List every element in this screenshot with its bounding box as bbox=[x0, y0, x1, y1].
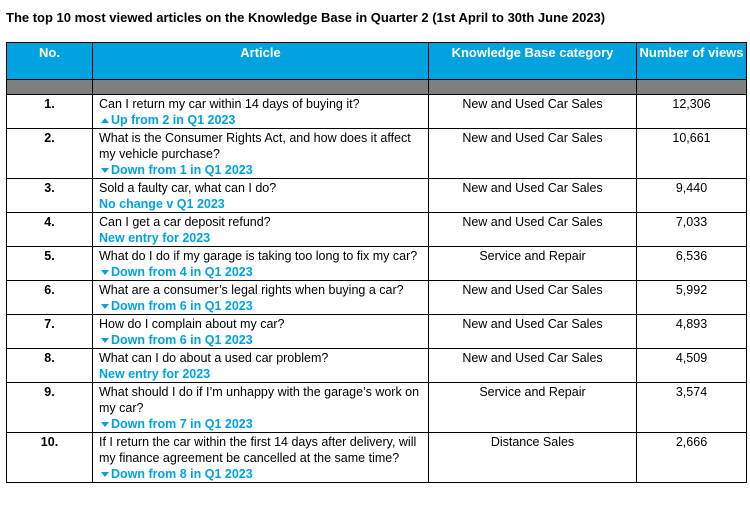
views-cell: 5,992 bbox=[637, 281, 747, 315]
category-cell: New and Used Car Sales bbox=[429, 349, 637, 383]
article-title: How do I complain about my car? bbox=[99, 317, 285, 331]
rank-change bbox=[99, 298, 424, 314]
article-title: What do I do if my garage is taking too long to fix my car? bbox=[99, 249, 418, 263]
rank-change-text: Down from 6 in Q1 2023 bbox=[111, 333, 253, 347]
table-row bbox=[7, 129, 747, 179]
table-row bbox=[7, 213, 747, 247]
rank-change-text: Down from 4 in Q1 2023 bbox=[111, 265, 253, 279]
rank-cell: 3. bbox=[7, 179, 93, 213]
article-title: Can I get a car deposit refund? bbox=[99, 215, 271, 229]
views-cell: 7,033 bbox=[637, 213, 747, 247]
article-title: Can I return my car within 14 days of buying it? bbox=[99, 97, 360, 111]
table-row bbox=[7, 349, 747, 383]
rank-change bbox=[99, 366, 424, 382]
rank-change bbox=[99, 466, 424, 482]
views-cell: 2,666 bbox=[637, 433, 747, 483]
top-articles-table bbox=[6, 42, 747, 483]
table-header-row bbox=[7, 43, 747, 80]
article-cell bbox=[93, 281, 429, 315]
separator-cell bbox=[429, 80, 637, 95]
rank-cell: 8. bbox=[7, 349, 93, 383]
header-views: Number of views bbox=[637, 43, 747, 80]
article-title: If I return the car within the first 14 days after delivery, will my finance agreement be cancelled at the same time? bbox=[99, 435, 417, 465]
arrow-down-icon bbox=[101, 304, 109, 309]
rank-change bbox=[99, 162, 424, 178]
rank-change-text: Up from 2 in Q1 2023 bbox=[111, 113, 236, 127]
article-title: What are a consumer’s legal rights when buying a car? bbox=[99, 283, 404, 297]
views-cell: 3,574 bbox=[637, 383, 747, 433]
views-cell: 12,306 bbox=[637, 95, 747, 129]
rank-change bbox=[99, 264, 424, 280]
header-no: No. bbox=[7, 43, 93, 80]
category-cell: New and Used Car Sales bbox=[429, 281, 637, 315]
article-title: What is the Consumer Rights Act, and how does it affect my vehicle purchase? bbox=[99, 131, 411, 161]
arrow-down-icon bbox=[101, 472, 109, 477]
rank-change-text: New entry for 2023 bbox=[99, 231, 211, 245]
category-cell: Service and Repair bbox=[429, 247, 637, 281]
rank-change-text: Down from 8 in Q1 2023 bbox=[111, 467, 253, 481]
category-cell: New and Used Car Sales bbox=[429, 179, 637, 213]
rank-cell: 10. bbox=[7, 433, 93, 483]
table-row bbox=[7, 315, 747, 349]
rank-cell: 5. bbox=[7, 247, 93, 281]
rank-change-text: New entry for 2023 bbox=[99, 367, 211, 381]
separator-cell bbox=[93, 80, 429, 95]
rank-cell: 7. bbox=[7, 315, 93, 349]
arrow-down-icon bbox=[101, 270, 109, 275]
article-cell bbox=[93, 213, 429, 247]
rank-cell: 4. bbox=[7, 213, 93, 247]
page-title: The top 10 most viewed articles on the Knowledge Base in Quarter 2 (1st April to 30th June 2023) bbox=[6, 10, 606, 25]
views-cell: 6,536 bbox=[637, 247, 747, 281]
rank-cell: 2. bbox=[7, 129, 93, 179]
views-cell: 4,509 bbox=[637, 349, 747, 383]
table-row bbox=[7, 179, 747, 213]
header-category: Knowledge Base category bbox=[429, 43, 637, 80]
rank-change bbox=[99, 230, 424, 246]
rank-change-text: Down from 6 in Q1 2023 bbox=[111, 299, 253, 313]
table-row bbox=[7, 247, 747, 281]
rank-change-text: Down from 1 in Q1 2023 bbox=[111, 163, 253, 177]
article-cell bbox=[93, 247, 429, 281]
rank-change bbox=[99, 196, 424, 212]
separator-cell bbox=[7, 80, 93, 95]
arrow-down-icon bbox=[101, 422, 109, 427]
article-cell bbox=[93, 129, 429, 179]
header-article: Article bbox=[93, 43, 429, 80]
category-cell: New and Used Car Sales bbox=[429, 95, 637, 129]
arrow-down-icon bbox=[101, 338, 109, 343]
article-cell bbox=[93, 179, 429, 213]
article-cell bbox=[93, 383, 429, 433]
category-cell: New and Used Car Sales bbox=[429, 129, 637, 179]
table-row bbox=[7, 281, 747, 315]
rank-cell: 1. bbox=[7, 95, 93, 129]
rank-change bbox=[99, 332, 424, 348]
article-title: What can I do about a used car problem? bbox=[99, 351, 329, 365]
views-cell: 9,440 bbox=[637, 179, 747, 213]
rank-cell: 9. bbox=[7, 383, 93, 433]
rank-change-text: Down from 7 in Q1 2023 bbox=[111, 417, 253, 431]
article-title: What should I do if I’m unhappy with the garage’s work on my car? bbox=[99, 385, 420, 415]
rank-change bbox=[99, 416, 424, 432]
grey-separator-row bbox=[7, 80, 747, 95]
category-cell: New and Used Car Sales bbox=[429, 315, 637, 349]
article-cell bbox=[93, 315, 429, 349]
table-row bbox=[7, 383, 747, 433]
separator-cell bbox=[637, 80, 747, 95]
table-row bbox=[7, 95, 747, 129]
article-cell bbox=[93, 95, 429, 129]
views-cell: 10,661 bbox=[637, 129, 747, 179]
article-cell bbox=[93, 349, 429, 383]
article-cell bbox=[93, 433, 429, 483]
rank-change-text: No change v Q1 2023 bbox=[99, 197, 225, 211]
rank-change bbox=[99, 112, 424, 128]
category-cell: New and Used Car Sales bbox=[429, 213, 637, 247]
views-cell: 4,893 bbox=[637, 315, 747, 349]
table-row bbox=[7, 433, 747, 483]
arrow-up-icon bbox=[101, 118, 109, 123]
article-title: Sold a faulty car, what can I do? bbox=[99, 181, 277, 195]
category-cell: Service and Repair bbox=[429, 383, 637, 433]
arrow-down-icon bbox=[101, 168, 109, 173]
category-cell: Distance Sales bbox=[429, 433, 637, 483]
rank-cell: 6. bbox=[7, 281, 93, 315]
